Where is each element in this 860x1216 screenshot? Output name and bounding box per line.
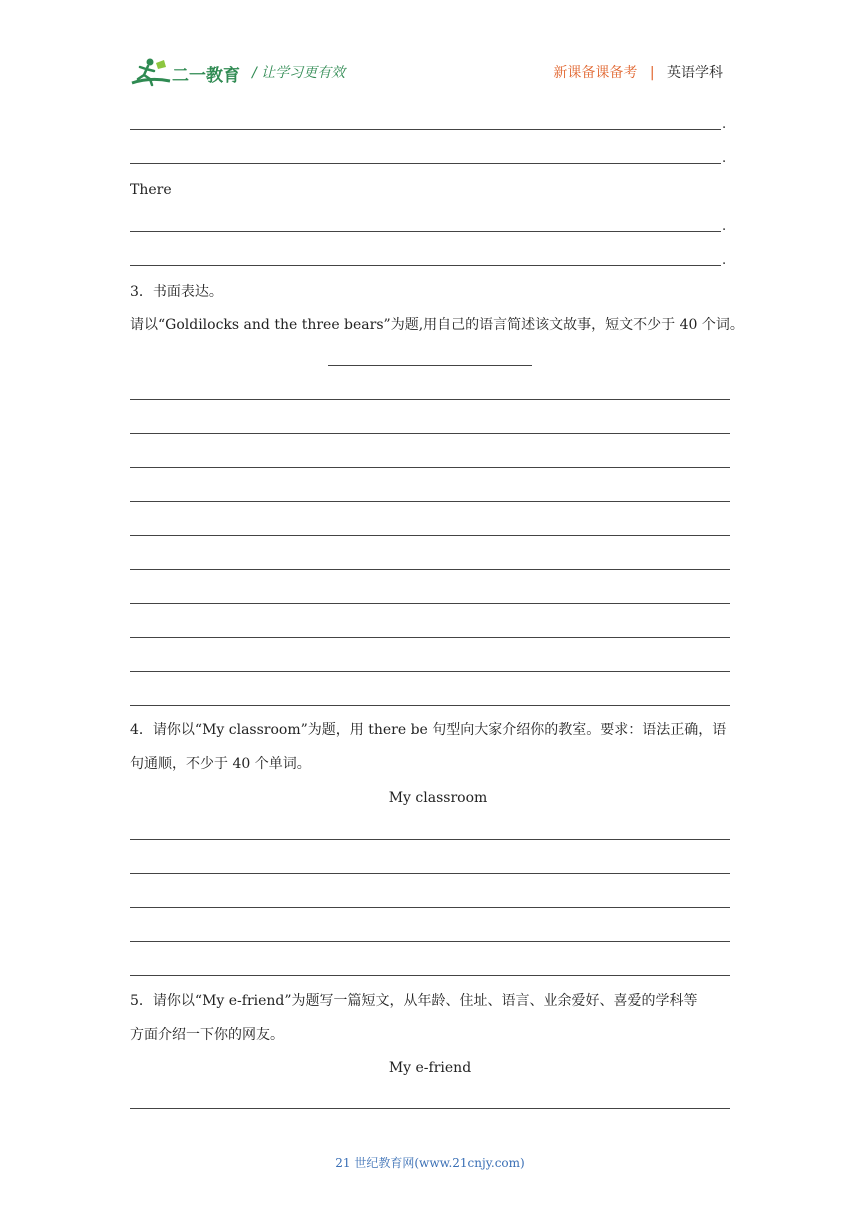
essay-line[interactable] xyxy=(130,501,730,502)
question-5-line-2: 方面介绍一下你的网友。 xyxy=(130,1027,284,1043)
slogan: / 让学习更有效 xyxy=(252,65,346,81)
essay-line[interactable] xyxy=(130,975,730,976)
essay-line[interactable] xyxy=(130,433,730,434)
essay-line[interactable] xyxy=(130,399,730,400)
line-end-dot: . xyxy=(722,219,727,234)
essay-line[interactable] xyxy=(130,705,730,706)
question-3-title: 3．书面表达。 xyxy=(130,284,223,300)
page-footer: 21 世纪教育网(www.21cnjy.com) xyxy=(335,1156,525,1170)
essay-line[interactable] xyxy=(130,535,730,536)
essay-line[interactable] xyxy=(130,569,730,570)
line-end-dot: . xyxy=(722,253,727,268)
question-4-line-1: 4．请你以“My classroom”为题，用 there be 句型向大家介绍你的教室。要求：语法正确，语 xyxy=(130,722,727,738)
header-tag-course: 新课备课备考 xyxy=(553,65,638,81)
header-right xyxy=(553,62,723,82)
svg-text:二一教育: 二一教育 xyxy=(172,66,240,86)
essay-line[interactable] xyxy=(130,467,730,468)
essay-line[interactable] xyxy=(130,603,730,604)
line-end-dot: . xyxy=(722,151,727,166)
question-3-instruction: 请以“Goldilocks and the three bears”为题,用自己的语言简述该文故事，短文不少于 40 个词。 xyxy=(130,317,744,333)
answer-line[interactable] xyxy=(130,163,721,164)
essay-line[interactable] xyxy=(130,1108,730,1109)
line-end-dot: . xyxy=(722,117,727,132)
essay-line[interactable] xyxy=(130,941,730,942)
essay-line[interactable] xyxy=(130,907,730,908)
essay-line[interactable] xyxy=(130,637,730,638)
logo-runner-icon xyxy=(130,57,240,89)
answer-line[interactable] xyxy=(130,265,721,266)
question-4-line-2: 句通顺，不少于 40 个单词。 xyxy=(130,756,311,772)
header-tag-subject: 英语学科 xyxy=(667,65,723,81)
question-5-line-1: 5．请你以“My e-friend”为题写一篇短文，从年龄、住址、语言、业余爱好、喜爱的学科等 xyxy=(130,993,698,1009)
essay-title-blank[interactable] xyxy=(328,365,532,366)
page-header xyxy=(0,0,860,100)
header-separator: | xyxy=(649,65,655,81)
essay-line[interactable] xyxy=(130,873,730,874)
essay-line[interactable] xyxy=(130,839,730,840)
question-5-essay-title: My e-friend xyxy=(388,1060,472,1076)
there-label: There xyxy=(130,182,172,198)
answer-line[interactable] xyxy=(130,231,721,232)
essay-line[interactable] xyxy=(130,671,730,672)
answer-line[interactable] xyxy=(130,129,721,130)
question-4-essay-title: My classroom xyxy=(388,790,488,806)
